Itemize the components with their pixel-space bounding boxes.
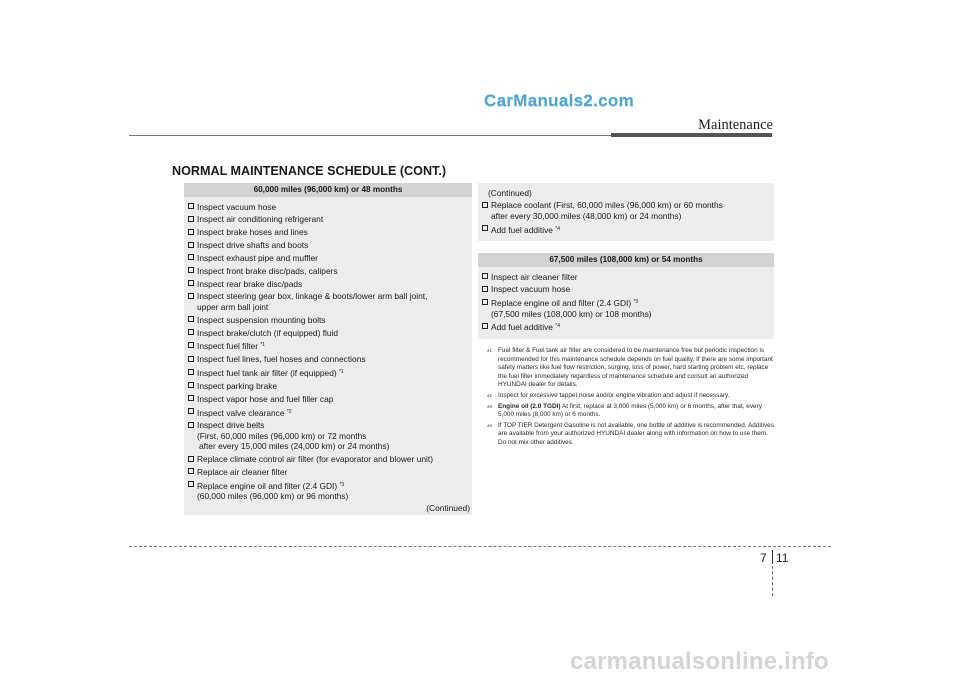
checkbox-icon xyxy=(482,286,488,292)
checkbox-icon xyxy=(188,422,194,428)
schedule-panel-60000 xyxy=(184,183,472,515)
checkbox-icon xyxy=(188,203,194,209)
watermark-logo-top: CarManuals2.com xyxy=(484,91,634,110)
item-text: Inspect air conditioning refrigerant xyxy=(197,214,324,225)
checkbox-icon xyxy=(188,316,194,322)
footnote xyxy=(487,422,774,448)
footnote-mark xyxy=(487,347,492,358)
item-text: Replace coolant (First, 60,000 miles (96,000 km) or 60 months xyxy=(491,200,723,211)
footnote-asterisk: * xyxy=(487,423,490,431)
item-text: Inspect exhaust pipe and muffler xyxy=(197,252,318,263)
item-text: Inspect fuel lines, fuel hoses and connections xyxy=(197,354,366,365)
footnote-asterisk: * xyxy=(487,349,490,356)
footnote xyxy=(487,347,774,390)
page-title: NORMAL MAINTENANCE SCHEDULE (CONT.) xyxy=(172,164,447,178)
checklist-item xyxy=(185,467,472,477)
checkbox-icon xyxy=(188,408,194,414)
item-text: Inspect valve clearance xyxy=(197,407,285,418)
footnote-ref: *1 xyxy=(260,342,266,349)
checklist-item xyxy=(185,367,472,378)
checkbox-icon xyxy=(188,395,194,401)
item-text: Inspect air cleaner filter xyxy=(491,271,578,282)
page-number-divider-dashed xyxy=(772,566,773,596)
checklist xyxy=(478,200,774,235)
item-text: Add fuel additive xyxy=(491,224,553,235)
checkbox-icon xyxy=(188,481,194,487)
footnote-mark xyxy=(487,422,492,433)
checklist-item xyxy=(185,328,472,338)
checkbox-icon xyxy=(482,323,488,329)
item-continuation: upper arm ball joint xyxy=(197,301,269,312)
checkbox-icon xyxy=(188,468,194,474)
item-text: Inspect vapor hose and fuel filler cap xyxy=(197,393,334,404)
item-continuation: (First, 60,000 miles (96,000 km) or 72 months xyxy=(197,430,367,441)
header-rule xyxy=(129,135,611,136)
checkbox-icon xyxy=(188,254,194,260)
item-text: Inspect vacuum hose xyxy=(491,284,571,295)
item-text: Replace engine oil and filter (2.4 GDI) xyxy=(197,480,338,491)
checklist xyxy=(478,267,774,333)
checkbox-icon xyxy=(188,293,194,299)
item-continuation: after every 30,000 miles (48,000 km) or 24 months) xyxy=(491,210,682,221)
footnote-ref: *4 xyxy=(555,225,560,232)
checklist-item xyxy=(185,394,472,404)
chapter-number: 7 xyxy=(760,551,767,565)
item-text: Inspect vacuum hose xyxy=(197,201,277,212)
footnote-ref: *4 xyxy=(555,323,560,330)
footnote xyxy=(487,392,774,401)
checkbox-icon xyxy=(188,382,194,388)
checklist-item xyxy=(479,224,774,235)
item-text: Replace climate control air filter (for evaporator and blower unit) xyxy=(197,454,434,465)
item-text: Inspect brake/clutch (if equipped) fluid xyxy=(197,327,339,338)
checkbox-icon xyxy=(482,202,488,208)
footnote-number: 2 xyxy=(489,392,492,398)
checklist-item xyxy=(185,407,472,418)
checklist-item xyxy=(185,315,472,325)
item-text: Inspect drive belts xyxy=(197,420,265,431)
item-text: Inspect front brake disc/pads, calipers xyxy=(197,265,338,276)
item-text: Replace engine oil and filter (2.4 GDI) xyxy=(491,298,632,309)
checklist-item xyxy=(185,340,472,351)
checkbox-icon xyxy=(188,342,194,348)
footnote-asterisk: * xyxy=(487,404,490,412)
checkbox-icon xyxy=(188,216,194,222)
schedule-panel-continued xyxy=(478,183,774,241)
page-number-divider xyxy=(772,550,773,564)
panel-heading: 60,000 miles (96,000 km) or 48 months xyxy=(184,183,472,197)
checklist-item xyxy=(185,480,472,502)
item-text: Inspect parking brake xyxy=(197,380,278,391)
checkbox-icon xyxy=(188,267,194,273)
page-number: 11 xyxy=(776,551,789,565)
checkbox-icon xyxy=(188,280,194,286)
checkbox-icon xyxy=(188,369,194,375)
checkbox-icon xyxy=(188,456,194,462)
checkbox-icon xyxy=(188,356,194,362)
checklist-item xyxy=(185,420,472,451)
checklist-item xyxy=(479,297,774,319)
checklist-item xyxy=(479,321,774,332)
item-continuation: (60,000 miles (96,000 km) or 96 months) xyxy=(197,491,349,502)
item-text: Inspect fuel tank air filter (if equipped) xyxy=(197,368,337,379)
checklist-item xyxy=(185,291,472,312)
item-text: Inspect drive shafts and boots xyxy=(197,240,309,251)
checklist-item xyxy=(479,200,774,221)
checklist-item xyxy=(185,253,472,263)
footnote-ref: *2 xyxy=(286,408,292,415)
continued-label: (Continued) xyxy=(488,188,532,198)
checkbox-icon xyxy=(482,225,488,231)
footnote-mark xyxy=(487,403,492,414)
watermark-logo-bottom: carmanualsonline.info xyxy=(570,648,829,675)
checklist-item xyxy=(185,381,472,391)
checklist-item xyxy=(185,266,472,276)
item-text: Inspect brake hoses and lines xyxy=(197,227,308,238)
item-text: Inspect suspension mounting bolts xyxy=(197,314,326,325)
footer-rule xyxy=(129,546,831,547)
footnote-number: 3 xyxy=(489,403,492,409)
footnotes xyxy=(487,347,774,450)
checkbox-icon xyxy=(188,229,194,235)
panel-heading: 67,500 miles (108,000 km) or 54 months xyxy=(478,253,774,267)
item-text: Add fuel additive xyxy=(491,322,553,333)
continued-label: (Continued) xyxy=(426,503,470,513)
footnote-bold: Engine oil (2.0 TGDI) xyxy=(498,402,561,410)
item-continuation: after every 15,000 miles (24,000 km) or 24 months) xyxy=(199,441,390,452)
checklist-item xyxy=(185,227,472,237)
checkbox-icon xyxy=(188,329,194,335)
footnote-text: At first, replace at 3,000 miles (5,000 km) or 6 months, after that, every 5,000 miles (8,000 km) or 6 months. xyxy=(498,402,762,419)
checklist-item xyxy=(185,240,472,250)
item-text: Inspect rear brake disc/pads xyxy=(197,278,303,289)
checklist-item xyxy=(479,272,774,282)
checklist-item xyxy=(185,354,472,364)
checklist-item xyxy=(185,214,472,224)
footnote xyxy=(487,403,774,420)
item-text: Replace air cleaner filter xyxy=(197,466,288,477)
checklist-item xyxy=(185,202,472,212)
checklist-item xyxy=(479,284,774,294)
item-text: Inspect fuel filter xyxy=(197,341,258,352)
section-header: Maintenance xyxy=(698,117,773,133)
footnote-text: If TOP TIER Detergent Gasoline is not available, one bottle of additive is recommended. Additives are available from your authorized HYUNDAI dealer along with information on how to use them. Do not mix other additives. xyxy=(498,421,774,446)
footnote-text: Inspect for excessive tappet noise and/or engine vibration and adjust if necessary. xyxy=(498,391,730,399)
footnote-mark xyxy=(487,392,492,403)
checklist xyxy=(184,197,472,502)
footnote-ref: *1 xyxy=(338,369,344,376)
schedule-panel-67500 xyxy=(478,253,774,339)
checkbox-icon xyxy=(188,242,194,248)
checklist-item xyxy=(185,454,472,464)
item-continuation: (67,500 miles (108,000 km) or 108 months) xyxy=(491,308,652,319)
footnote-ref: *3 xyxy=(633,299,639,306)
footnote-text: Fuel filter & Fuel tank air filter are considered to be maintenance free but periodic inspection is recommended for this maintenance schedule depends on fuel quality. If there are some important safety matters like fuel flow restriction, surging, loss of power, hard starting problem etc, replace the fuel filter immediately regardless of maintenance schedule and consult an authorized HYUNDAI dealer for details. xyxy=(498,347,773,389)
checkbox-icon xyxy=(482,299,488,305)
item-text: Inspect steering gear box, linkage & boots/lower arm ball joint, xyxy=(197,291,428,302)
checkbox-icon xyxy=(482,273,488,279)
footnote-asterisk: * xyxy=(487,393,490,401)
header-rule-accent xyxy=(611,133,772,137)
footnote-number: 4 xyxy=(489,422,492,428)
footnote-number: 1 xyxy=(489,348,492,353)
footnote-ref: *3 xyxy=(339,481,345,488)
checklist-item xyxy=(185,279,472,289)
